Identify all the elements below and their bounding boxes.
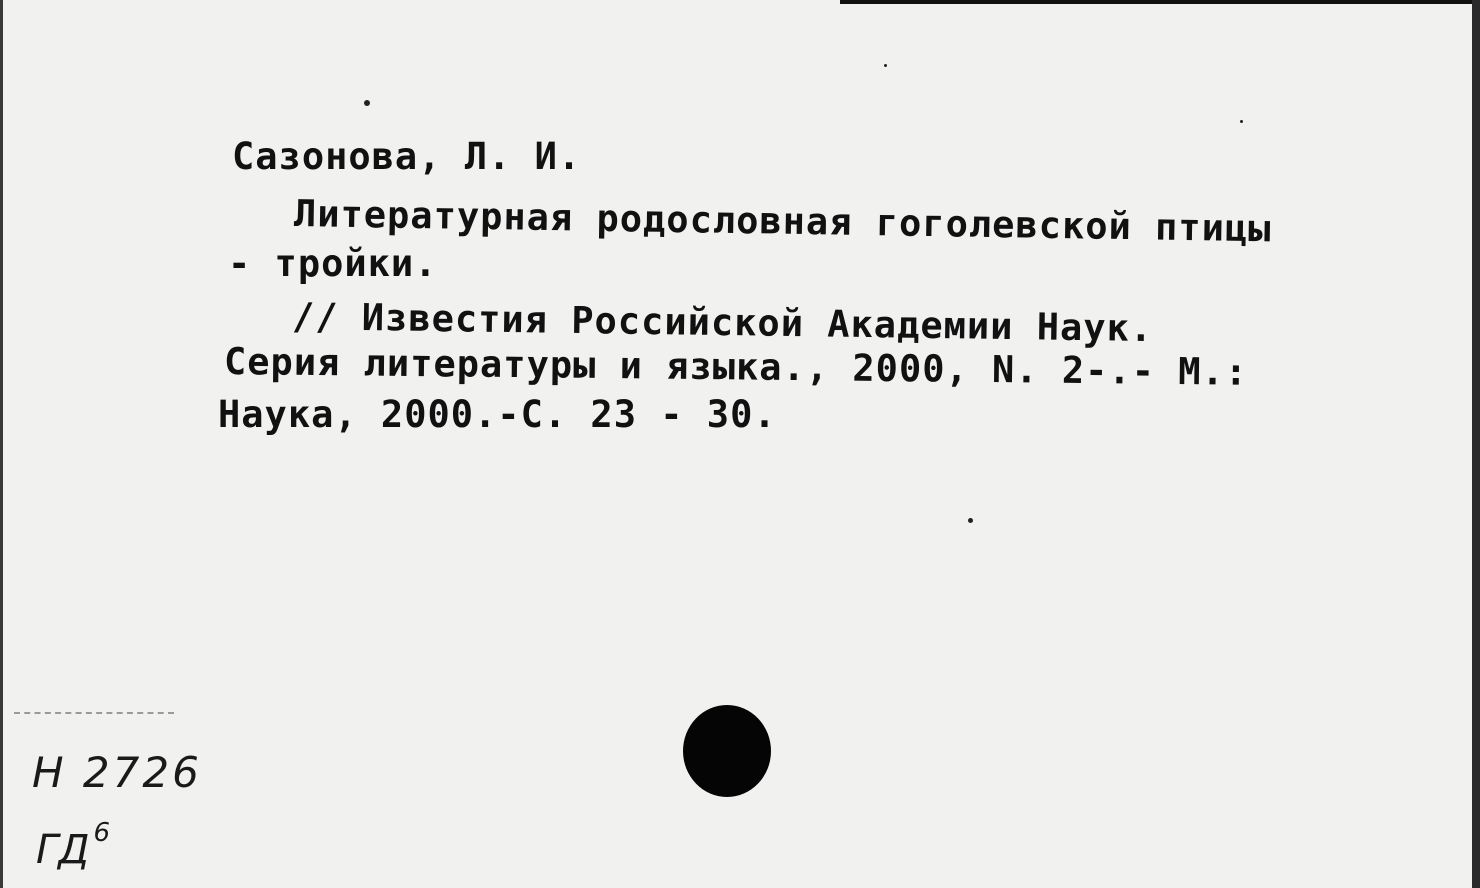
card-right-edge [1472, 0, 1480, 888]
handwritten-shelf-mark: Н 2726 [32, 748, 202, 797]
handwritten-catalog-mark [36, 818, 110, 873]
card-source-line-3: Наука, 2000.-С. 23 - 30. [218, 393, 777, 436]
scan-speck [1240, 120, 1243, 123]
scan-artifact-line [14, 712, 174, 716]
catalog-mark-superscript: 6 [93, 818, 111, 848]
card-title-line-1: Литературная родословная гоголевской птицы [293, 192, 1272, 251]
scan-speck [884, 64, 887, 67]
punch-hole [683, 705, 771, 797]
catalog-mark-text: ГД [36, 827, 90, 873]
card-author: Сазонова, Л. И. [232, 135, 582, 178]
card-source-line-2: Серия литературы и языка., 2000, N. 2-.- М.: [223, 340, 1249, 394]
card-top-edge [840, 0, 1480, 4]
scan-speck [968, 518, 973, 523]
card-source-line-1: // Известия Российской Академии Наук. [291, 295, 1154, 351]
scan-speck [364, 100, 370, 106]
card-left-edge [0, 0, 3, 888]
card-title-line-2: - тройки. [228, 242, 438, 285]
